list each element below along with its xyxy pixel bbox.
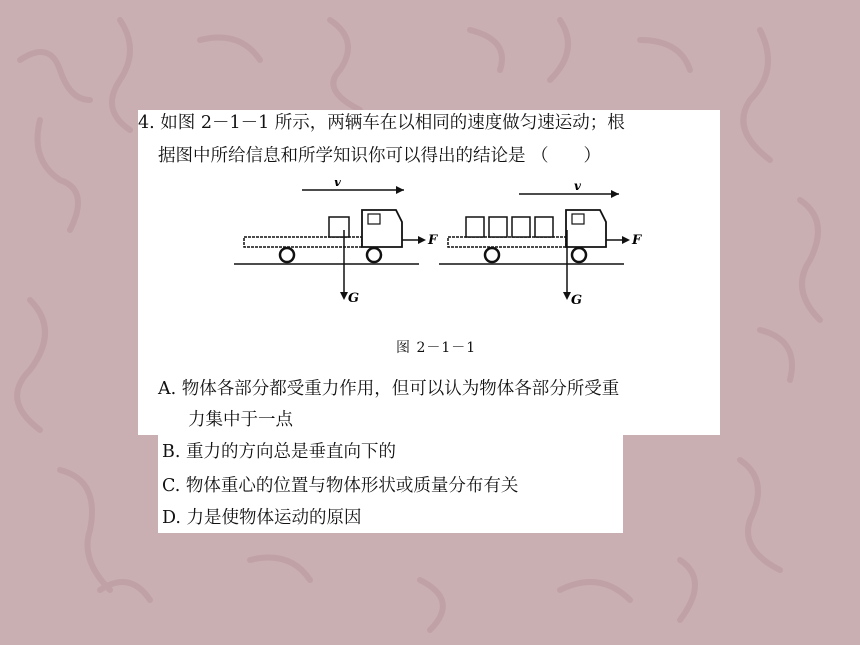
option-d: D. 力是使物体运动的原因 xyxy=(162,508,362,528)
gravity-label-left: G xyxy=(348,291,360,306)
figure-caption: 图 2－1－1 xyxy=(396,340,477,356)
velocity-label-left: v xyxy=(334,180,341,189)
option-c: C. 物体重心的位置与物体形状或质量分布有关 xyxy=(162,476,519,496)
truck-figure xyxy=(234,180,654,310)
option-a-line-2: 力集中于一点 xyxy=(188,410,293,430)
question-card xyxy=(138,110,720,435)
question-line-2: 据图中所给信息和所学知识你可以得出的结论是 （ ） xyxy=(158,146,602,166)
option-b: B. 重力的方向总是垂直向下的 xyxy=(162,442,396,462)
truck-right xyxy=(439,180,642,308)
force-label-right: F xyxy=(632,233,642,248)
force-label-left: F xyxy=(428,233,438,248)
options-card xyxy=(158,435,623,533)
truck-left xyxy=(234,180,438,306)
question-line-1: 4. 如图 2－1－1 所示，两辆车在以相同的速度做匀速运动；根 xyxy=(138,113,625,133)
velocity-label-right: v xyxy=(574,180,581,193)
gravity-label-right: G xyxy=(571,293,583,308)
option-a-line-1: A. 物体各部分都受重力作用，但可以认为物体各部分所受重 xyxy=(158,379,620,399)
